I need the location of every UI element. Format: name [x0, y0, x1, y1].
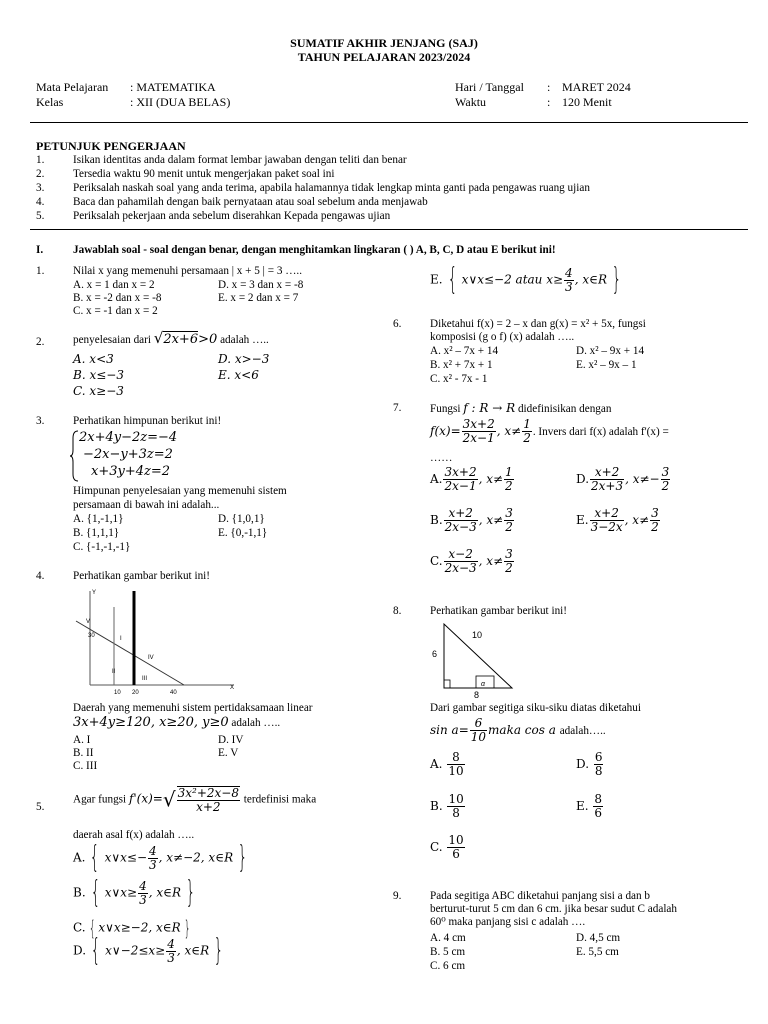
- time-value: 120 Menit: [562, 95, 612, 109]
- q7-def-cond-den: 2: [523, 431, 531, 445]
- q2-option-d[interactable]: D. x>−3: [218, 352, 270, 366]
- q7-e-num: x+2: [590, 507, 624, 521]
- q5-b-den: 3: [139, 892, 147, 907]
- q8-triangle: [428, 620, 520, 700]
- subject-value: : MATEMATIKA: [130, 80, 216, 94]
- q5-stem-post: terdefinisi maka: [243, 793, 317, 806]
- q7-c-cond: , x≠: [478, 554, 504, 568]
- q4-graph: [72, 585, 242, 697]
- q4-region-i: I: [120, 636, 122, 642]
- q7-c-cond-frac: [504, 548, 514, 575]
- instruction-text: Baca dan pahamilah dengan baik pernyataan atau soal sebelum anda menjawab: [73, 196, 428, 208]
- q5-fraction: [177, 786, 240, 814]
- q7-a-cond-num: 1: [505, 465, 513, 479]
- q7-e-cond: , x≠: [624, 513, 650, 527]
- q5-e-num: 4: [565, 265, 573, 280]
- q2-option-b[interactable]: B. x≤−3: [73, 368, 124, 382]
- q5-b-open-brace: {: [90, 875, 100, 910]
- q8-d-num: 6: [594, 750, 603, 764]
- q2-cmp: >0: [198, 332, 218, 347]
- q7-e-frac: [590, 507, 624, 534]
- q7-b-cond: , x≠: [478, 513, 504, 527]
- q6-option-e[interactable]: E. x² – 9x – 1: [576, 359, 637, 371]
- q7-option-c[interactable]: [430, 548, 515, 575]
- q5-option-a[interactable]: [73, 840, 252, 875]
- q5-d-post: , x∈R: [176, 943, 210, 958]
- q8-b-frac: [447, 793, 464, 820]
- q8-e-label: E.: [576, 799, 589, 813]
- q5-e-den: 3: [565, 279, 573, 294]
- date-value: MARET 2024: [562, 80, 631, 94]
- instruction-number: 3.: [36, 182, 45, 194]
- q5-e-close-brace: }: [611, 262, 622, 297]
- instructions-divider: [30, 229, 748, 230]
- q8-e-num: 8: [594, 792, 603, 806]
- instruction-text: Periksalah naskah soal yang anda terima, apabila halamannya tidak lengkap minta ganti pada pengawas ruang ujian: [73, 182, 590, 194]
- instruction-text: Isikan identitas anda dalam format lembar jawaban dengan teliti dan benar: [73, 154, 407, 166]
- q4-region-iii: III: [142, 676, 148, 682]
- q1-option-e[interactable]: E. x = 2 dan x = 7: [218, 292, 299, 304]
- q6-option-b[interactable]: B. x² + 7x + 1: [430, 359, 493, 371]
- q8-option-c[interactable]: [430, 834, 466, 861]
- q7-b-num: x+2: [444, 507, 478, 521]
- q5-d-label: D.: [73, 943, 87, 958]
- q7-c-cond-den: 2: [505, 561, 513, 575]
- q3-line1: Himpunan penyelesaian yang memenuhi sistem: [73, 485, 287, 497]
- q3-option-b[interactable]: B. {1,1,1}: [73, 527, 120, 539]
- q7-option-d[interactable]: [576, 466, 671, 493]
- q5-b-num: 4: [139, 878, 147, 893]
- q4-option-a[interactable]: A. I: [73, 734, 91, 746]
- q5-c-label: C.: [73, 920, 86, 935]
- q5-c-close-brace: }: [183, 916, 191, 940]
- q4-region-ii: II: [112, 669, 116, 675]
- q2-radicand: 2x+6: [163, 332, 199, 347]
- q5-stem: [73, 786, 316, 814]
- q8-e-den: 6: [594, 806, 603, 820]
- q8-sin-post: maka cos a: [488, 723, 556, 737]
- q7-def-den: 2x−1: [462, 431, 495, 445]
- q5-number: 5.: [36, 801, 45, 813]
- q8-sin-den: 10: [470, 730, 487, 744]
- q7-def-frac: [462, 418, 496, 445]
- q8-option-b[interactable]: [430, 793, 466, 820]
- q4-line1: Daerah yang memenuhi sistem pertidaksamaan linear: [73, 702, 313, 714]
- instruction-number: 4.: [36, 196, 45, 208]
- q8-angle-label: α: [481, 681, 485, 688]
- q7-e-cond-den: 2: [651, 520, 659, 534]
- class-label: Kelas: [36, 95, 64, 109]
- q5-a-num: 4: [149, 843, 157, 858]
- q7-def-cond-num: 1: [523, 417, 531, 431]
- q7-a-label: A.: [430, 472, 443, 486]
- q5-b-post: , x∈R: [148, 885, 182, 900]
- q7-d-frac: [590, 466, 624, 493]
- q7-c-cond-num: 3: [505, 547, 513, 561]
- q2-option-c[interactable]: C. x≥−3: [73, 384, 124, 398]
- q4-x-tick-20: 20: [132, 690, 139, 696]
- q8-sin-line: [430, 717, 606, 744]
- q8-hyp-label: 10: [472, 630, 483, 640]
- q5-line2: daerah asal f(x) adalah …..: [73, 829, 195, 841]
- class-value: : XII (DUA BELAS): [130, 95, 231, 109]
- q6-line2: komposisi (g o f) (x) adalah …..: [430, 331, 575, 343]
- q3-eq1: 2x+4y−2z=−4: [79, 430, 178, 445]
- q2-stem-post: adalah …..: [220, 334, 269, 346]
- q4-option-c[interactable]: C. III: [73, 760, 98, 772]
- q4-option-b[interactable]: B. II: [73, 747, 94, 759]
- q8-sin-num: 6: [470, 717, 487, 731]
- q5-a-open-brace: {: [90, 840, 100, 875]
- q8-line1: Dari gambar segitiga siku-siku diatas diketahui: [430, 702, 641, 714]
- q6-number: 6.: [393, 318, 402, 330]
- q5-b-close-brace: }: [185, 875, 196, 910]
- q5-a-den: 3: [149, 857, 157, 872]
- q7-d-num: x+2: [590, 466, 624, 480]
- q4-region-iv: IV: [148, 655, 154, 661]
- q7-line1-math: f : R → R: [463, 401, 516, 415]
- q7-b-cond-num: 3: [505, 506, 513, 520]
- q9-line1: Pada segitiga ABC diketahui panjang sisi a dan b: [430, 890, 650, 902]
- q7-line1: [430, 402, 611, 416]
- q1-option-d[interactable]: D. x = 3 dan x = -8: [218, 279, 304, 291]
- q5-numerator: 3x²+2x−8: [177, 786, 239, 800]
- q8-e-frac: [593, 793, 603, 820]
- q9-line3: 60⁰ maka panjang sisi c adalah ….: [430, 916, 586, 928]
- instruction-text: Periksalah pekerjaan anda sebelum diserahkan Kepada pengawas ujian: [73, 210, 391, 222]
- q5-e-pre: x∨x≤−2 atau x≥: [461, 272, 564, 287]
- q7-c-num: x−2: [444, 548, 478, 562]
- q4-inequality-line: [73, 716, 280, 730]
- q1-number: 1.: [36, 265, 45, 277]
- q5-denominator: x+2: [196, 800, 221, 814]
- q5-a-frac: [148, 845, 158, 872]
- q2-sqrt: √2x+6>0: [153, 329, 218, 347]
- q7-option-e[interactable]: [576, 507, 661, 534]
- q3-option-d[interactable]: D. {1,0,1}: [218, 513, 265, 525]
- q8-option-d[interactable]: [576, 751, 604, 778]
- q8-sin-tail: adalah…..: [559, 725, 606, 737]
- q7-b-label: B.: [430, 513, 443, 527]
- q7-c-label: C.: [430, 554, 443, 568]
- q8-option-e[interactable]: [576, 793, 604, 820]
- q8-d-den: 8: [594, 764, 603, 778]
- q7-number: 7.: [393, 402, 402, 414]
- q7-option-b[interactable]: [430, 507, 515, 534]
- date-label: Hari / Tanggal: [455, 80, 524, 94]
- q5-c-open-brace: {: [88, 916, 96, 940]
- q6-option-d[interactable]: D. x² – 9x + 14: [576, 345, 645, 357]
- q8-side-label: 6: [432, 649, 438, 659]
- q5-d-close-brace: }: [213, 933, 224, 968]
- q2-stem-pre: penyelesaian dari: [73, 334, 151, 346]
- q5-c-text: x∨x≥−2, x∈R: [98, 920, 181, 935]
- q7-dots: ……: [430, 452, 453, 464]
- q4-region-v: V: [86, 619, 91, 625]
- q5-sqrt-sign: √: [162, 787, 176, 812]
- q5-b-label: B.: [73, 885, 86, 900]
- q2-number: 2.: [36, 336, 45, 348]
- q4-x-tick-40: 40: [170, 690, 177, 696]
- q7-e-cond-frac: [650, 507, 660, 534]
- q8-d-label: D.: [576, 757, 590, 771]
- q7-d-cond-den: 2: [661, 479, 670, 493]
- q9-option-b[interactable]: B. 5 cm: [430, 946, 466, 958]
- q8-sin-pre: sin a=: [430, 723, 469, 737]
- q8-a-den: 10: [448, 764, 464, 778]
- q5-option-e[interactable]: [430, 262, 626, 297]
- q8-base-label: 8: [474, 690, 480, 700]
- q5-a-close-brace: }: [237, 840, 248, 875]
- q7-definition: [430, 418, 669, 445]
- q7-def-lhs: f(x)=: [430, 424, 461, 438]
- q4-option-d[interactable]: D. IV: [218, 734, 244, 746]
- q3-line2: persamaan di bawah ini adalah...: [73, 499, 220, 511]
- q7-e-den: 3−2x: [590, 520, 623, 534]
- q6-option-a[interactable]: A. x² – 7x + 14: [430, 345, 499, 357]
- q4-stem: Perhatikan gambar berikut ini!: [73, 570, 211, 582]
- q8-right-angle: [444, 680, 450, 688]
- q7-c-den: 2x−3: [444, 561, 477, 575]
- q4-option-e[interactable]: E. V: [218, 747, 239, 759]
- q5-option-b[interactable]: [73, 875, 200, 910]
- q9-line2: berturut-turut 5 cm dan 6 cm. jika besar sudut C adalah: [430, 903, 677, 915]
- q7-b-cond-frac: [504, 507, 514, 534]
- q5-e-frac: [564, 267, 574, 294]
- q7-line1-pre: Fungsi: [430, 403, 461, 415]
- q9-option-a[interactable]: A. 4 cm: [430, 932, 466, 944]
- q3-stem: Perhatikan himpunan berikut ini!: [73, 415, 222, 427]
- q7-b-frac: [444, 507, 478, 534]
- header-divider: [30, 122, 748, 123]
- q5-d-frac: [166, 938, 176, 965]
- q7-d-cond-num: 3: [661, 465, 670, 479]
- q5-a-pre: x∨x≤−: [104, 850, 148, 865]
- instruction-number: 5.: [36, 210, 45, 222]
- q3-option-a[interactable]: A. {1,-1,1}: [73, 513, 124, 525]
- q1-option-a[interactable]: A. x = 1 dan x = 2: [73, 279, 155, 291]
- q3-eq3: x+3y+4z=2: [91, 464, 171, 479]
- q8-number: 8.: [393, 605, 402, 617]
- time-colon: :: [547, 95, 551, 109]
- q3-option-c[interactable]: C. {-1,-1,-1}: [73, 541, 131, 553]
- date-colon: :: [547, 80, 551, 94]
- q5-d-num: 4: [167, 936, 175, 951]
- q7-d-cond-frac: [661, 466, 671, 493]
- q7-d-den: 2x+3: [591, 479, 624, 493]
- q8-a-label: A.: [430, 757, 443, 771]
- q5-d-den: 3: [167, 950, 175, 965]
- q5-b-frac: [138, 880, 148, 907]
- q4-x-tick-10: 10: [114, 690, 121, 696]
- q7-a-frac: [443, 466, 477, 493]
- q7-a-cond-den: 2: [505, 479, 513, 493]
- q9-option-d[interactable]: D. 4,5 cm: [576, 932, 621, 944]
- q3-eq2: −2x−y+3z=2: [83, 447, 173, 462]
- q5-fx: f'(x)=: [128, 791, 163, 806]
- q8-d-frac: [594, 751, 604, 778]
- q9-option-e[interactable]: E. 5,5 cm: [576, 946, 619, 958]
- q4-inequality: 3x+4y≥120, x≥20, y≥0: [73, 715, 229, 730]
- q8-sin-frac: [470, 717, 487, 744]
- q2-option-e[interactable]: E. x<6: [218, 368, 259, 382]
- q6-option-c[interactable]: C. x² - 7x - 1: [430, 373, 488, 385]
- q7-a-num: 3x+2: [444, 465, 477, 479]
- q8-c-label: C.: [430, 840, 443, 854]
- q7-c-frac: [444, 548, 478, 575]
- q7-def-cond-frac: [522, 418, 532, 445]
- q5-e-post: , x∈R: [574, 272, 608, 287]
- q7-d-cond: , x≠−: [625, 472, 660, 486]
- section-number: I.: [36, 244, 44, 256]
- q5-a-post: , x≠−2, x∈R: [158, 850, 234, 865]
- q4-axis-y-label: Y: [92, 590, 97, 596]
- q4-y-tick-30: 30: [88, 633, 95, 639]
- section-instruction: Jawablah soal - soal dengan benar, dengan menghitamkan lingkaran ( ) A, B, C, D atau E berikut ini!: [73, 244, 556, 256]
- q8-b-den: 8: [452, 806, 460, 820]
- q8-a-num: 8: [447, 751, 464, 765]
- q1-option-c[interactable]: C. x = -1 dan x = 2: [73, 305, 158, 317]
- exam-title: SUMATIF AKHIR JENJANG (SAJ): [290, 36, 478, 50]
- subject-label: Mata Pelajaran: [36, 80, 109, 94]
- q7-def-post: . Invers dari f(x) adalah f'(x) =: [532, 426, 669, 438]
- q7-b-cond-den: 2: [505, 520, 513, 534]
- q8-stem: Perhatikan gambar berikut ini!: [430, 605, 568, 617]
- q9-option-c[interactable]: C. 6 cm: [430, 960, 466, 972]
- q5-d-pre: x∨−2≤x≥: [105, 943, 166, 958]
- instructions-heading: PETUNJUK PENGERJAAN: [36, 139, 186, 153]
- q8-b-num: 10: [448, 792, 464, 806]
- q7-def-cond: , x≠: [496, 424, 522, 438]
- q1-stem: Nilai x yang memenuhi persamaan | x + 5 | = 3 …..: [73, 265, 302, 277]
- instruction-number: 1.: [36, 154, 45, 166]
- q7-d-label: D.: [576, 472, 590, 486]
- instruction-text: Tersedia waktu 90 menit untuk mengerjakan paket soal ini: [73, 168, 335, 180]
- q7-e-cond-num: 3: [651, 506, 659, 520]
- q8-c-num: 10: [448, 833, 464, 847]
- q7-a-cond-frac: [504, 466, 514, 493]
- q8-b-label: B.: [430, 799, 443, 813]
- q7-option-a[interactable]: [430, 466, 515, 493]
- q4-axis-x-label: X: [230, 685, 235, 691]
- q8-c-den: 6: [452, 847, 460, 861]
- q5-e-open-brace: {: [447, 262, 457, 297]
- time-label: Waktu: [455, 95, 487, 109]
- q7-line1-post: didefinisikan dengan: [517, 403, 612, 415]
- q8-a-frac: [447, 751, 464, 778]
- q4-inequality-post: adalah …..: [231, 717, 281, 729]
- q5-option-d[interactable]: [73, 933, 228, 968]
- q2-stem: [73, 329, 269, 347]
- q1-option-b[interactable]: B. x = -2 dan x = -8: [73, 292, 162, 304]
- q5-e-label: E.: [430, 272, 443, 287]
- q7-b-den: 2x−3: [444, 520, 477, 534]
- q3-number: 3.: [36, 415, 45, 427]
- q7-e-label: E.: [576, 513, 589, 527]
- q8-angle-box: [476, 676, 494, 688]
- q3-option-e[interactable]: E. {0,-1,1}: [218, 527, 268, 539]
- q9-number: 9.: [393, 890, 402, 902]
- q7-a-den: 2x−1: [444, 479, 477, 493]
- exam-year: TAHUN PELAJARAN 2023/2024: [297, 50, 471, 64]
- q2-option-a[interactable]: A. x<3: [73, 352, 114, 366]
- q5-d-open-brace: {: [90, 933, 101, 968]
- q8-c-frac: [447, 834, 464, 861]
- q4-line-3x4y: [76, 621, 184, 685]
- q5-stem-pre: Agar fungsi: [73, 793, 127, 806]
- q8-option-a[interactable]: [430, 751, 466, 778]
- q7-def-num: 3x+2: [462, 417, 495, 431]
- q5-a-label: A.: [73, 850, 86, 865]
- q7-a-cond: , x≠: [478, 472, 504, 486]
- instruction-number: 2.: [36, 168, 45, 180]
- q5-b-pre: x∨x≥: [104, 885, 138, 900]
- q4-number: 4.: [36, 570, 45, 582]
- q6-line1: Diketahui f(x) = 2 – x dan g(x) = x² + 5x, fungsi: [430, 318, 646, 330]
